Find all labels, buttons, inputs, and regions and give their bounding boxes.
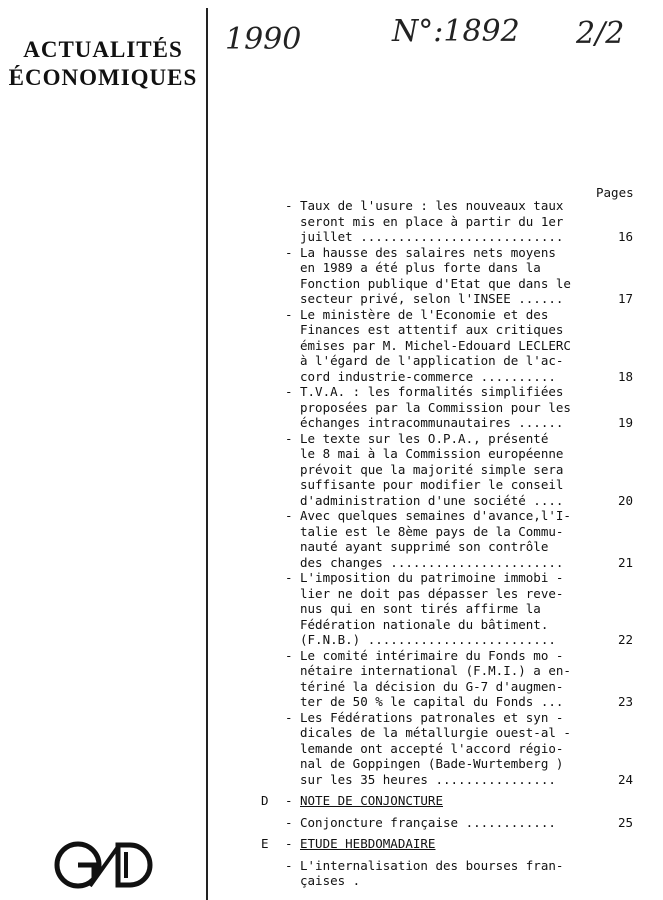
entry-line: à l'égard de l'application de l'ac-: [300, 353, 564, 368]
section-dash: -: [285, 836, 293, 851]
handwritten-year: 1990: [225, 22, 302, 57]
entry-dash: -: [285, 857, 293, 873]
entry-line: ter de 50 % le capital du Fonds ...: [300, 694, 564, 709]
entry-line: le 8 mai à la Commission européenne: [300, 446, 564, 461]
entry-text: [300, 815, 562, 831]
entry-text: [300, 384, 571, 431]
entry-dash: -: [285, 198, 293, 213]
section-title: NOTE DE CONJONCTURE: [300, 793, 443, 808]
entry-dash: -: [285, 570, 293, 585]
contents-list: [0, 198, 663, 889]
entry-text: [300, 244, 571, 307]
entry-line: nauté ayant supprimé son contrôle: [300, 539, 549, 554]
masthead-line2: ÉCONOMIQUES: [8, 65, 198, 90]
entry-dash: -: [285, 306, 293, 322]
entry-line: nus qui en sont tirés affirme la: [300, 601, 541, 616]
entry-dash: -: [285, 709, 293, 725]
section-dash: -: [285, 793, 293, 808]
entry-line: Conjoncture française ............: [300, 814, 556, 830]
entry-line: en 1989 a été plus forte dans la: [300, 260, 541, 275]
entry-line: Le ministère de l'Economie et des: [300, 306, 549, 322]
entry-line: cord industrie-commerce ..........: [300, 368, 556, 384]
entry-page-number: 19: [617, 415, 633, 430]
entry-text: [300, 858, 562, 889]
entry-line: lemande ont accepté l'accord régio-: [300, 740, 564, 756]
entry-page-number: 18: [617, 368, 633, 384]
section-letter: E: [261, 836, 269, 851]
list-item: [0, 198, 663, 245]
entry-line: L'imposition du patrimoine immobi -: [300, 570, 564, 585]
entry-dash: -: [285, 430, 293, 446]
entry-line: La hausse des salaires nets moyens: [300, 244, 556, 260]
entry-line: seront mis en place à partir du 1er: [300, 213, 564, 229]
entry-line: Fonction publique d'Etat que dans le: [300, 275, 571, 291]
entry-page-number: 20: [617, 492, 633, 508]
masthead-line1: ACTUALITÉS: [23, 37, 183, 62]
list-item: [0, 508, 663, 570]
entry-page-number: 17: [617, 291, 633, 306]
entry-line: çaises .: [300, 873, 361, 888]
list-item: [0, 384, 663, 431]
entry-text: [300, 431, 562, 509]
list-item: [0, 245, 663, 307]
entry-dash: -: [285, 384, 293, 399]
entry-line: nétaire international (F.M.I.) a en-: [300, 663, 571, 678]
entry-dash: -: [285, 508, 293, 523]
entry-line: (F.N.B.) .........................: [300, 632, 556, 647]
entry-line: Le comité intérimaire du Fonds mo -: [300, 647, 564, 663]
gd-logo: [52, 840, 162, 890]
entry-line: sur les 35 heures ................: [300, 771, 556, 787]
entry-line: L'internalisation des bourses fran-: [300, 857, 564, 873]
entry-line: T.V.A. : les formalités simplifiées: [300, 384, 564, 399]
entry-page-number: 21: [617, 554, 633, 570]
entry-line: Le texte sur les O.P.A., présenté: [300, 430, 549, 446]
section-letter: D: [261, 793, 269, 808]
entry-line: proposées par la Commission pour les: [300, 399, 571, 415]
entry-line: Fédération nationale du bâtiment.: [300, 616, 549, 632]
entry-text: [300, 709, 571, 788]
section-heading: [0, 793, 663, 809]
list-item: [0, 648, 663, 710]
entry-dash: -: [285, 244, 293, 260]
entry-line: émises par M. Michel-Edouard LECLERC: [300, 337, 571, 353]
entry-page-number: 23: [617, 694, 633, 709]
entry-dash: -: [285, 814, 293, 830]
entry-line: lier ne doit pas dépasser les reve-: [300, 585, 564, 601]
entry-line: Finances est attentif aux critiques: [300, 322, 564, 337]
entry-line: Avec quelques semaines d'avance,l'I-: [300, 508, 571, 523]
entry-line: secteur privé, selon l'INSEE ......: [300, 291, 564, 306]
entry-text: [300, 570, 562, 648]
list-item: [0, 570, 663, 648]
handwritten-page: 2/2: [576, 16, 625, 51]
entry-line: tériné la décision du G-7 d'augmen-: [300, 678, 564, 694]
pages-heading: Pages: [596, 185, 634, 200]
entry-line: échanges intracommunautaires ......: [300, 415, 564, 430]
entry-line: nal de Goppingen (Bade-Wurtemberg ): [300, 756, 564, 771]
entry-line: dicales de la métallurgie ouest-al -: [300, 725, 571, 740]
entry-text: [300, 508, 571, 570]
entry-page-number: 24: [617, 771, 633, 787]
list-item: [0, 307, 663, 385]
entry-text: [300, 198, 562, 245]
list-item: [0, 815, 663, 831]
list-item: [0, 431, 663, 509]
entry-line: talie est le 8ème pays de la Commu-: [300, 523, 564, 539]
section-title: ETUDE HEBDOMADAIRE: [300, 836, 436, 851]
entry-line: suffisante pour modifier le conseil: [300, 477, 564, 492]
entry-dash: -: [285, 647, 293, 663]
entry-page-number: 25: [617, 814, 633, 830]
entry-line: juillet ...........................: [300, 229, 564, 244]
entry-line: prévoit que la majorité simple sera: [300, 461, 564, 477]
entry-line: des changes .......................: [300, 554, 564, 570]
entry-page-number: 16: [617, 229, 633, 244]
entry-line: Taux de l'usure : les nouveaux taux: [300, 198, 564, 213]
entry-line: Les Fédérations patronales et syn -: [300, 709, 564, 725]
entry-page-number: 22: [617, 632, 633, 647]
entry-text: [300, 647, 571, 710]
entry-text: [300, 306, 571, 385]
entry-line: d'administration d'une société ....: [300, 492, 564, 508]
masthead: [8, 36, 198, 92]
list-item: [0, 710, 663, 788]
handwritten-issue: N°:1892: [392, 14, 520, 49]
